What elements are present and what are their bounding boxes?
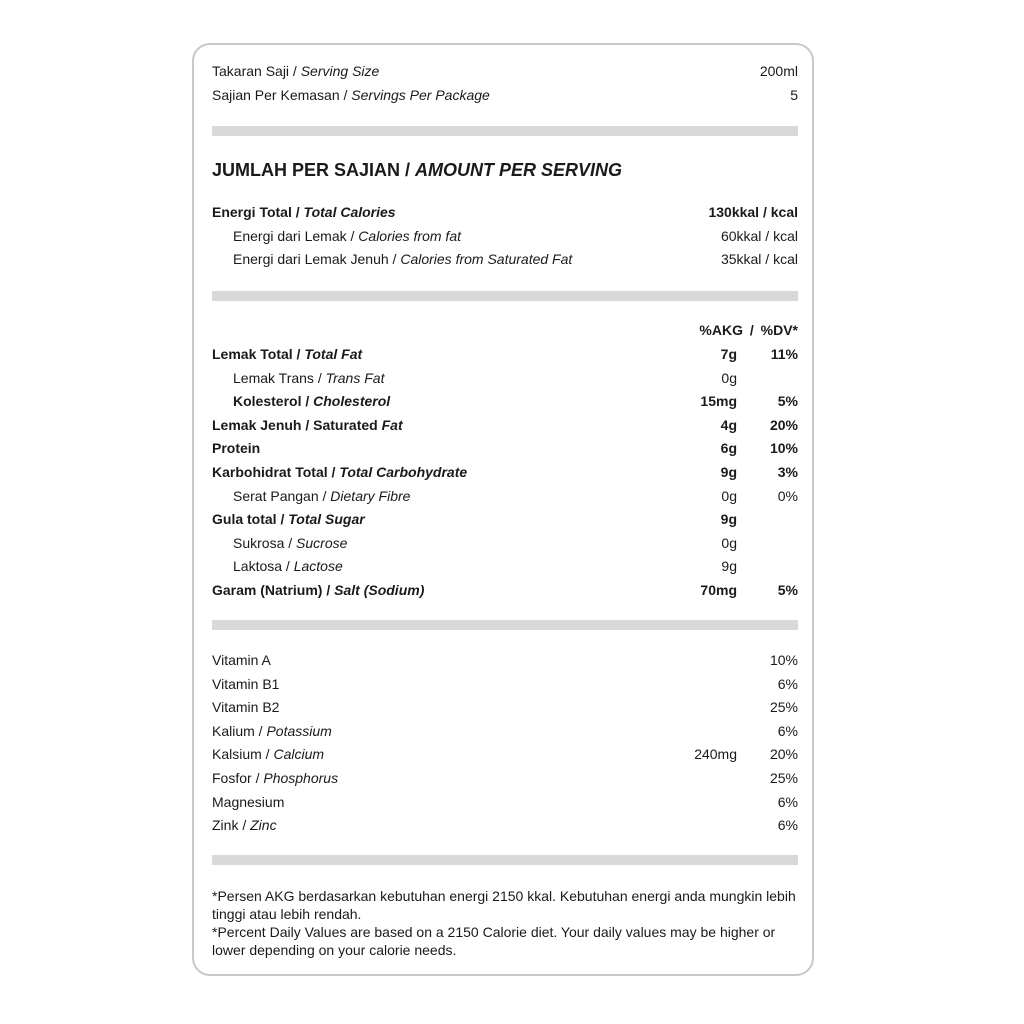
nutrients-amount: 9g — [720, 463, 737, 480]
vitamins-dv: 6% — [777, 817, 798, 834]
dv-header-row — [212, 319, 798, 343]
energy-label-id: Energi dari Lemak / — [233, 227, 359, 244]
vitamins-section — [212, 649, 798, 838]
nutrients-row — [212, 367, 798, 391]
nutrients-dv: 0% — [777, 487, 798, 504]
vitamins-row — [212, 720, 798, 744]
nutrients-amount: 70mg — [700, 581, 737, 598]
vitamins-label — [212, 696, 279, 720]
vitamins-label-en: Potassium — [266, 722, 332, 739]
vitamins-label-id: Vitamin B2 — [212, 699, 280, 716]
serving-label-id: Sajian Per Kemasan / — [212, 86, 352, 103]
nutrients-row — [212, 485, 798, 509]
vitamins-label — [212, 791, 284, 815]
vitamins-label-en: Phosphorus — [263, 769, 339, 786]
nutrients-label-en: Fat — [381, 416, 403, 433]
vitamins-row — [212, 743, 798, 767]
nutrients-label-id: Garam (Natrium) / — [212, 581, 335, 598]
serving-value: 200ml — [759, 63, 798, 79]
energy-value: 130kkal / kcal — [708, 204, 798, 220]
serving-row — [212, 60, 798, 84]
nutrients-label — [212, 343, 362, 367]
nutrients-dv: 5% — [777, 581, 798, 598]
nutrients-amount: 9g — [721, 558, 737, 575]
energy-row — [212, 225, 798, 249]
energy-label-id: Energi dari Lemak Jenuh / — [233, 251, 401, 268]
serving-value: 5 — [790, 86, 798, 103]
nutrients-label-id: Serat Pangan / — [233, 487, 331, 504]
vitamins-label-id: Magnesium — [212, 793, 285, 810]
nutrients-label-id: Gula total / — [212, 511, 289, 528]
vitamins-label-id: Vitamin A — [212, 652, 271, 668]
vitamins-label — [212, 649, 271, 673]
nutrients-amount: 6g — [720, 440, 737, 457]
vitamins-label-id: Vitamin B1 — [212, 675, 280, 692]
nutrients-label-en: Salt (Sodium) — [334, 581, 425, 598]
nutrients-label-en: Sucrose — [296, 534, 348, 551]
energy-row — [212, 248, 798, 272]
nutrients-row — [212, 414, 798, 438]
serving-row — [212, 84, 798, 108]
serving-label — [212, 84, 490, 108]
vitamins-dv: 25% — [769, 769, 798, 786]
nutrients-label — [233, 367, 384, 391]
nutrients-label-id: Protein — [212, 440, 261, 457]
nutrients-label-en: Total Fat — [304, 346, 363, 362]
energy-label-id: Energi Total / — [212, 204, 304, 220]
nutrients-label-id: Sukrosa / — [233, 534, 297, 551]
vitamins-row — [212, 696, 798, 720]
energy-label — [233, 225, 461, 249]
nutrients-amount: 9g — [720, 511, 737, 528]
vitamins-dv: 6% — [777, 722, 798, 739]
vitamins-label — [212, 720, 332, 744]
energy-value: 60kkal / kcal — [720, 227, 798, 244]
footnote-akg: *Persen AKG berdasarkan kebutuhan energi 2150 kkal. Kebutuhan energi anda mungkin lebih tinggi atau lebih rendah. — [212, 888, 796, 922]
dv-header: %AKG / %DV* — [699, 322, 798, 338]
nutrients-row — [212, 532, 798, 556]
nutrients-label-id: Lemak Total / — [212, 346, 305, 362]
nutrients-row — [212, 343, 798, 367]
vitamins-label-en: Calcium — [273, 746, 325, 763]
nutrients-label-en: Total Carbohydrate — [339, 463, 468, 480]
nutrients-dv: 10% — [769, 440, 798, 457]
nutrients-label-en: Trans Fat — [325, 369, 385, 386]
nutrients-amount: 7g — [720, 346, 737, 362]
nutrients-label-id: Lemak Trans / — [233, 369, 326, 386]
nutrients-dv: 5% — [777, 393, 798, 410]
nutrients-row — [212, 508, 798, 532]
vitamins-label — [212, 743, 324, 767]
nutrients-row — [212, 579, 798, 603]
nutrients-amount: 4g — [720, 416, 737, 433]
nutrients-label — [212, 508, 365, 532]
energy-label — [233, 248, 572, 272]
nutrients-amount: 15mg — [700, 393, 737, 410]
vitamins-label — [212, 767, 338, 791]
nutrients-amount: 0g — [721, 534, 737, 551]
nutrients-section — [212, 343, 798, 603]
nutrients-label — [233, 390, 390, 414]
nutrients-label — [212, 414, 403, 438]
nutrients-label-en: Lactose — [293, 558, 343, 575]
serving-label-en: Serving Size — [300, 63, 380, 79]
vitamins-amount: 240mg — [694, 746, 737, 763]
vitamins-label-id: Zink / — [212, 817, 251, 834]
nutrients-row — [212, 555, 798, 579]
vitamins-dv: 20% — [769, 746, 798, 763]
vitamins-label-id: Fosfor / — [212, 769, 264, 786]
nutrients-label-en: Cholesterol — [313, 393, 391, 410]
footnote — [212, 887, 798, 959]
nutrients-label-id: Karbohidrat Total / — [212, 463, 340, 480]
heading-en: AMOUNT PER SERVING — [415, 160, 623, 180]
divider-bar — [212, 291, 798, 301]
divider-bar — [212, 126, 798, 136]
nutrients-dv: 3% — [777, 463, 798, 480]
nutrients-row — [212, 390, 798, 414]
vitamins-dv: 10% — [769, 652, 798, 668]
energy-row — [212, 201, 798, 225]
serving-label — [212, 60, 379, 84]
vitamins-label-id: Kalsium / — [212, 746, 274, 763]
divider-bar — [212, 620, 798, 630]
nutrients-label — [212, 461, 467, 485]
vitamins-row — [212, 673, 798, 697]
nutrients-label-id: Lemak Jenuh / Saturated — [212, 416, 382, 433]
nutrients-label-en: Total Sugar — [288, 511, 365, 528]
footnote-dv: *Percent Daily Values are based on a 2150 Calorie diet. Your daily values may be higher or lower depending on your calorie needs. — [212, 924, 776, 958]
vitamins-dv: 6% — [777, 793, 798, 810]
nutrients-label — [233, 485, 410, 509]
serving-label-id: Takaran Saji / — [212, 63, 301, 79]
nutrients-dv: 20% — [769, 416, 798, 433]
amount-per-serving-heading — [212, 158, 798, 182]
nutrients-label-id: Laktosa / — [233, 558, 294, 575]
serving-label-en: Servings Per Package — [351, 86, 490, 103]
nutrients-row — [212, 461, 798, 485]
nutrients-amount: 0g — [721, 487, 737, 504]
energy-label-en: Calories from fat — [358, 227, 461, 244]
nutrients-amount: 0g — [721, 369, 737, 386]
energy-label-en: Calories from Saturated Fat — [400, 251, 573, 268]
vitamins-dv: 6% — [777, 675, 798, 692]
vitamins-label — [212, 673, 279, 697]
nutrients-label-en: Dietary Fibre — [330, 487, 411, 504]
serving-info — [212, 60, 798, 107]
nutrients-label — [233, 555, 343, 579]
nutrients-label — [233, 532, 347, 556]
energy-value: 35kkal / kcal — [720, 251, 798, 268]
heading-id: JUMLAH PER SAJIAN / — [212, 160, 416, 180]
nutrients-row — [212, 437, 798, 461]
energy-label — [212, 201, 396, 225]
energy-label-en: Total Calories — [303, 204, 396, 220]
vitamins-label-id: Kalium / — [212, 722, 267, 739]
vitamins-row — [212, 767, 798, 791]
vitamins-label — [212, 814, 277, 838]
nutrients-label-id: Kolesterol / — [233, 393, 314, 410]
vitamins-row — [212, 649, 798, 673]
energy-section — [212, 201, 798, 272]
nutrients-label — [212, 437, 260, 461]
vitamins-label-en: Zinc — [250, 817, 277, 834]
vitamins-dv: 25% — [769, 699, 798, 716]
vitamins-row — [212, 814, 798, 838]
divider-bar — [212, 855, 798, 865]
vitamins-row — [212, 791, 798, 815]
nutrients-dv: 11% — [770, 346, 798, 362]
nutrients-label — [212, 579, 424, 603]
